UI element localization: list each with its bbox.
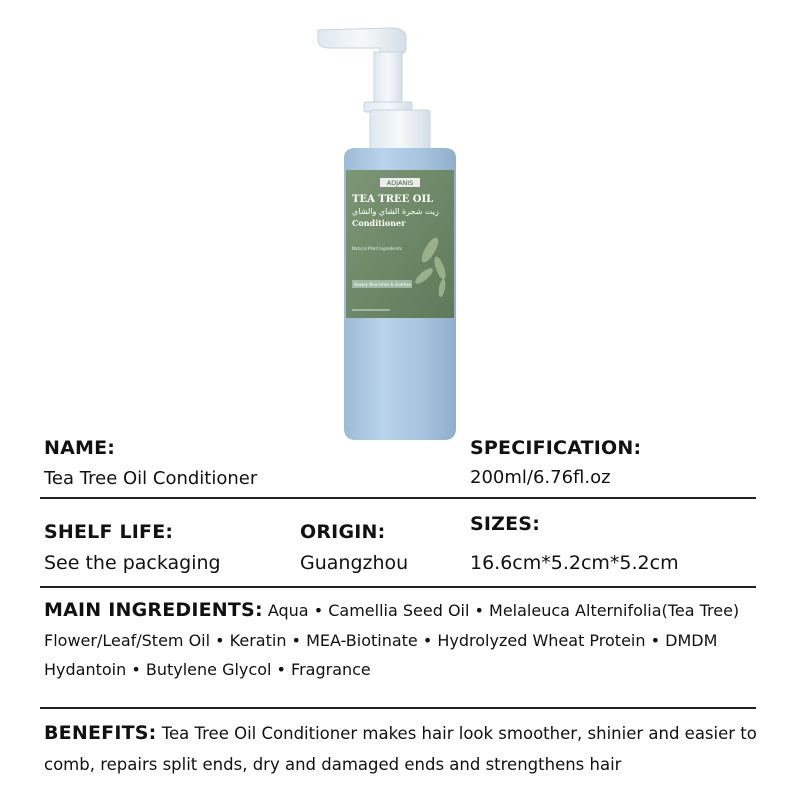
ingredients-section [44, 596, 756, 685]
origin-value: Guangzhou [300, 552, 409, 574]
name-label: NAME: [44, 437, 116, 459]
specification-label: SPECIFICATION: [470, 437, 642, 459]
brand-text: ADJANIS [386, 179, 414, 187]
label-small-1: Natural Plant Ingredients [352, 246, 402, 251]
label-title: TEA TREE OIL [352, 194, 434, 205]
divider [40, 497, 756, 499]
label-arabic: زيت شجرة الشاي والشاي [352, 207, 439, 216]
benefits-section [44, 718, 760, 780]
benefits-label: BENEFITS: [44, 722, 157, 744]
ingredients-label: MAIN INGREDIENTS: [44, 599, 263, 621]
name-value: Tea Tree Oil Conditioner [44, 468, 258, 489]
sizes-label: SIZES: [470, 513, 540, 535]
divider [40, 707, 756, 709]
sizes-value: 16.6cm*5.2cm*5.2cm [470, 552, 679, 574]
product-bottle-image [300, 18, 500, 443]
specification-value: 200ml/6.76fl.oz [470, 467, 611, 488]
divider [40, 586, 756, 588]
ingredients-text: Aqua • Camellia Seed Oil • Melaleuca Alternifolia(Tea Tree) Flower/Leaf/Stem Oil • Keratin • MEA-Biotinate • Hydrolyzed Wheat Protein • DMDM Hydantoin • Butylene Glycol • Fragrance [44, 601, 740, 679]
benefits-text: Tea Tree Oil Conditioner makes hair look smoother, shinier and easier to comb, repairs split ends, dry and damaged ends and strengthens hair [44, 724, 757, 774]
shelf-life-label: SHELF LIFE: [44, 521, 174, 543]
label-subtitle: Conditioner [352, 218, 406, 228]
origin-label: ORIGIN: [300, 521, 386, 543]
label-small-2: Deeply Nourishes & Soothes [354, 282, 411, 287]
shelf-life-value: See the packaging [44, 552, 221, 574]
